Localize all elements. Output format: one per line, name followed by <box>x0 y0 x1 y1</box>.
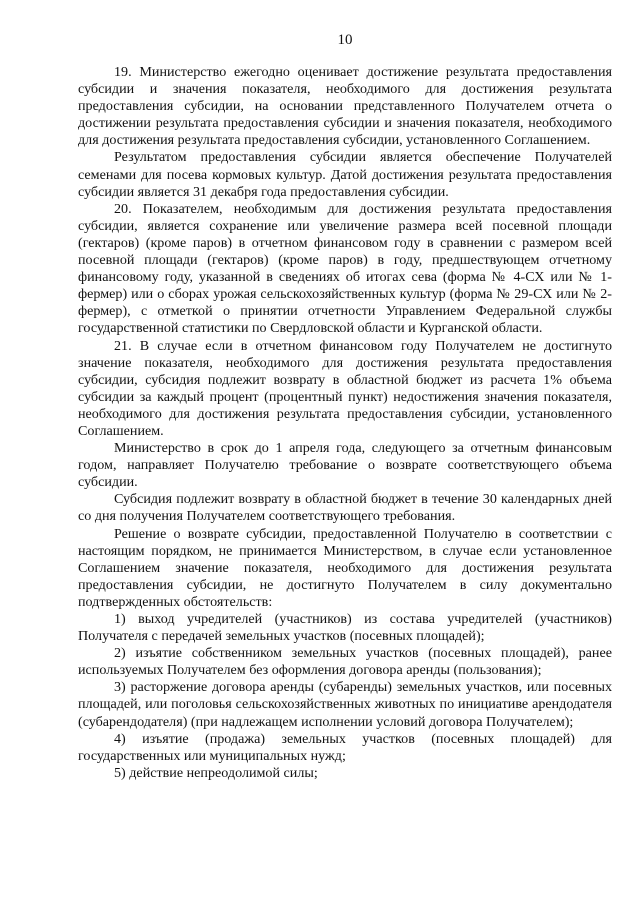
paragraph-21: 21. В случае если в отчетном финансовом году Получателем не достигнуто значение показателя, необходимого для достижения результата предоставления субсидии, субсидия подлежит возврату в областной бюджет из расчета 1% объема субсидии за каждый процент (процентный пункт) недостижения значения показателя, необходимого для достижения результата предоставления субсидии, установленного Соглашением. <box>78 337 612 439</box>
list-item-2: 2) изъятие собственником земельных участков (посевных площадей), ранее используемых Получателем без оформления договора аренды (пользования); <box>78 645 612 679</box>
list-item-3: 3) расторжение договора аренды (субаренды) земельных участков, или посевных площадей, или поголовья сельскохозяйственных животных по инициативе арендодателя (субарендодателя) (при надлежащем исполнении условий договора Получателем); <box>78 679 612 730</box>
paragraph-20: 20. Показателем, необходимым для достижения результата предоставления субсидии, является сохранение или увеличение размера всей посевной площади (гектаров) (кроме паров) в отчетном финансовом году в сравнении с размером всей посевной площади (гектаров) (кроме паров) в году, предшествующем отчетному финансовому году, указанной в сведениях об итогах сева (форма № 4-СХ или № 1- фермер) или о сборах урожая сельскохозяйственных культур (форма № 29-СХ или № 2-фермер), с отметкой о принятии отчетности Управлением Федеральной службы государственной статистики по Свердловской области и Курганской области. <box>78 200 612 337</box>
paragraph-return-term: Субсидия подлежит возврату в областной бюджет в течение 30 календарных дней со дня получения Получателем соответствующего требования. <box>78 491 612 525</box>
document-page <box>78 32 612 782</box>
paragraph-return-decision: Решение о возврате субсидии, предоставленной Получателю в соответствии с настоящим порядком, не принимается Министерством, в случае если установленное Соглашением значение показателя, необходимого для достижения результата предоставления субсидии, не достигнуто Получателем в силу документально подтвержденных обстоятельств: <box>78 525 612 610</box>
list-item-5: 5) действие непреодолимой силы; <box>114 764 318 781</box>
list-item-1: 1) выход учредителей (участников) из состава учредителей (участников) Получателя с передачей земельных участков (посевных площадей); <box>78 611 612 645</box>
paragraph-result: Результатом предоставления субсидии является обеспечение Получателей семенами для посева кормовых культур. Датой достижения результата предоставления субсидии является 31 декабря года предоставления субсидии. <box>78 149 612 200</box>
list-item-4: 4) изъятие (продажа) земельных участков (посевных площадей) для государственных или муниципальных нужд; <box>78 730 612 764</box>
page-number: 10 <box>337 32 353 48</box>
paragraph-19: 19. Министерство ежегодно оценивает достижение результата предоставления субсидии и значения показателя, необходимого для достижения результата предоставления субсидии, на основании представленного Получателем отчета о достижении результата предоставления субсидии и значения показателя, необходимого для достижения результата предоставления субсидии, установленного Соглашением. <box>78 64 612 149</box>
paragraph-ministry-deadline: Министерство в срок до 1 апреля года, следующего за отчетным финансовым годом, направляет Получателю требование о возврате соответствующего объема субсидии. <box>78 440 612 491</box>
